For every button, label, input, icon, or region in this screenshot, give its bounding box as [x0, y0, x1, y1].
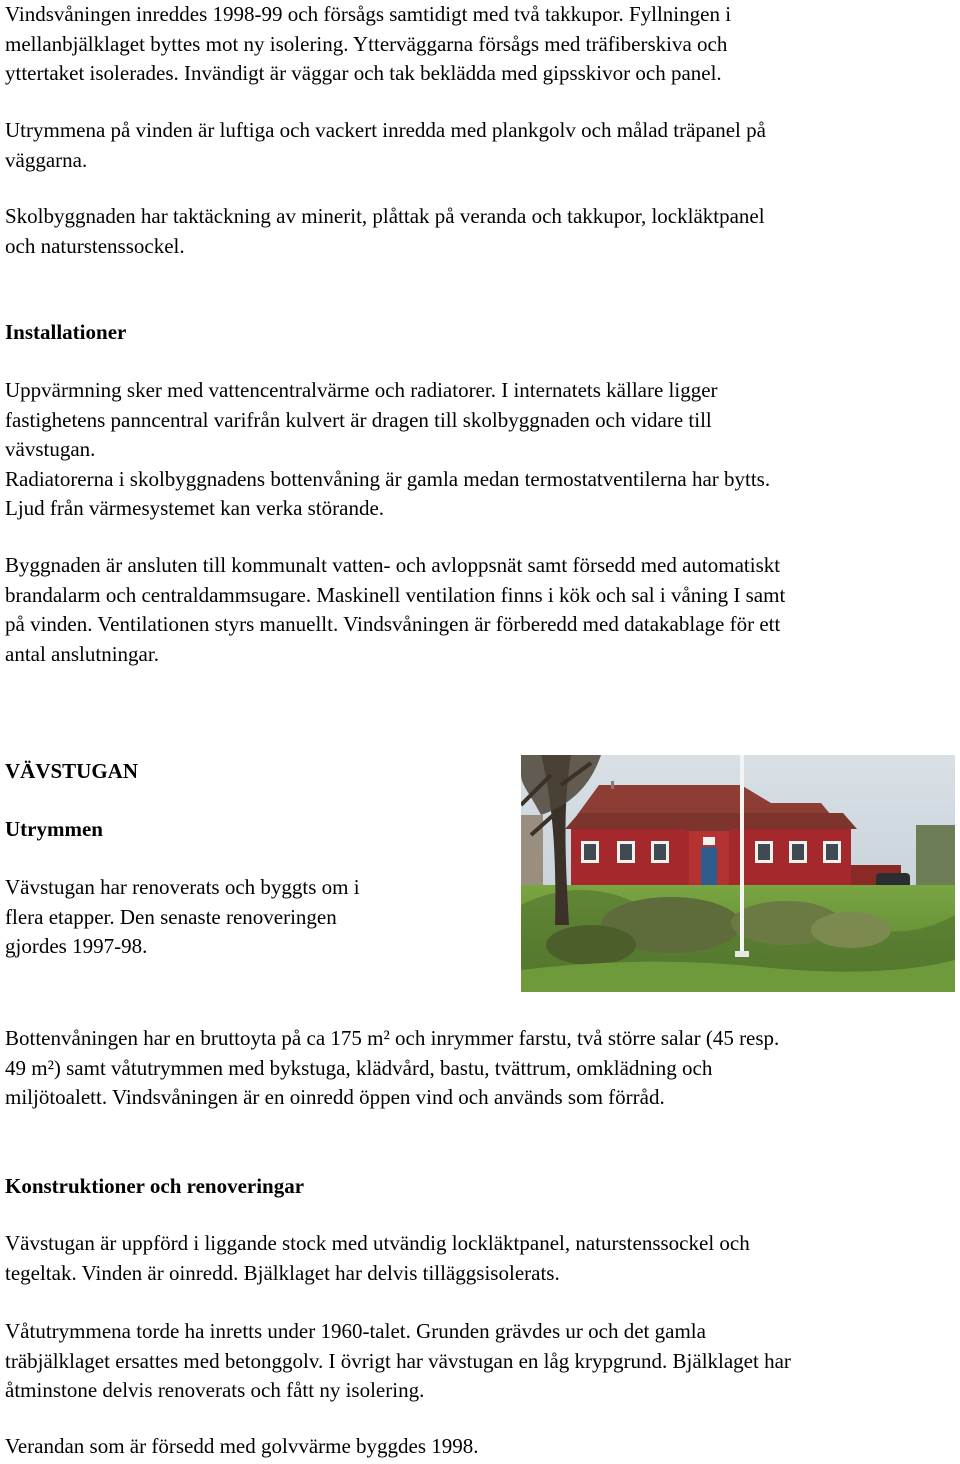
- text-line: yttertaket isolerades. Invändigt är väggar och tak beklädda med gipsskivor och panel.: [5, 61, 722, 85]
- vavstugan-paragraph: [5, 873, 360, 962]
- text-line: Vävstugan är uppförd i liggande stock med utvändig lockläktpanel, naturstenssockel och: [5, 1231, 750, 1255]
- text-line: Uppvärmning sker med vattencentralvärme och radiatorer. I internatets källare ligger: [5, 378, 718, 402]
- house-photo-illustration: [521, 755, 955, 992]
- installationer-heading: Installationer: [5, 320, 127, 344]
- vavstugan-title: VÄVSTUGAN: [5, 759, 139, 783]
- byggnad-paragraph: [5, 551, 785, 669]
- text-line: Radiatorerna i skolbyggnadens bottenvåning är gamla medan termostatventilerna har bytts.: [5, 466, 771, 491]
- text-line: mellanbjälklaget byttes mot ny isolering. Ytterväggarna försågs med träfiberskiva och: [5, 31, 728, 56]
- text-line: Ljud från värmesystemet kan verka störande.: [5, 496, 385, 520]
- intro-paragraph: [5, 0, 731, 89]
- text-line: Verandan som är försedd med golvvärme byggdes 1998.: [5, 1434, 479, 1458]
- text-line: åtminstone delvis renoverats och fått ny isolering.: [5, 1378, 425, 1402]
- konstruktioner-heading: Konstruktioner och renoveringar: [5, 1174, 305, 1198]
- text-line: Skolbyggnaden har taktäckning av minerit, plåttak på veranda och takkupor, lockläktpanel: [5, 204, 765, 228]
- text-line: Utrymmena på vinden är luftiga och vackert inredda med plankgolv och målad träpanel på: [5, 118, 766, 142]
- text-line: brandalarm och centraldammsugare. Maskinell ventilation finns i kök och sal i våning I samt: [5, 582, 786, 607]
- text-line: vävstugan.: [5, 437, 96, 461]
- text-line: gjordes 1997-98.: [5, 934, 148, 958]
- text-line: miljötoalett. Vindsvåningen är en oinredd öppen vind och används som förråd.: [5, 1085, 665, 1109]
- text-line: Byggnaden är ansluten till kommunalt vatten- och avloppsnät samt försedd med automatiskt: [5, 553, 781, 577]
- text-line: på vinden. Ventilationen styrs manuellt. Vindsvåningen är förberedd med datakablage för ett: [5, 612, 781, 636]
- text-line: träbjälklaget ersattes med betonggolv. I övrigt har vävstugan en låg krypgrund. Bjälklaget har: [5, 1348, 791, 1373]
- konstruktioner-paragraph-1: [5, 1229, 750, 1288]
- vavstugan-photo: [521, 755, 955, 992]
- bottenvaning-paragraph: [5, 1024, 779, 1113]
- text-line: väggarna.: [5, 147, 88, 172]
- text-line: Våtutrymmena torde ha inretts under 1960-talet. Grunden grävdes ur och det gamla: [5, 1319, 706, 1343]
- text-line: flera etapper. Den senaste renoveringen: [5, 904, 337, 929]
- text-line: antal anslutningar.: [5, 641, 159, 666]
- text-line: Bottenvåningen har en bruttoyta på ca 175 m² och inrymmer farstu, två större salar (45 resp.: [5, 1026, 780, 1050]
- text-line: Vindsvåningen inreddes 1998-99 och försågs samtidigt med två takkupor. Fyllningen i: [5, 2, 732, 26]
- vinden-paragraph: [5, 116, 766, 175]
- konstruktioner-paragraph-3: [5, 1432, 479, 1462]
- utrymmen-heading: Utrymmen: [5, 817, 103, 841]
- installationer-paragraph: [5, 376, 770, 524]
- text-line: 49 m²) samt våtutrymmen med bykstuga, klädvård, bastu, tvättrum, omklädning och: [5, 1055, 713, 1080]
- konstruktioner-paragraph-2: [5, 1317, 791, 1406]
- text-line: Vävstugan har renoverats och byggts om i: [5, 875, 360, 899]
- text-line: fastighetens panncentral varifrån kulvert är dragen till skolbyggnaden och vidare till: [5, 407, 712, 432]
- text-line: tegeltak. Vinden är oinredd. Bjälklaget har delvis tilläggsisolerats.: [5, 1260, 560, 1285]
- text-line: och naturstenssockel.: [5, 233, 185, 258]
- skolbyggnad-paragraph: [5, 202, 765, 261]
